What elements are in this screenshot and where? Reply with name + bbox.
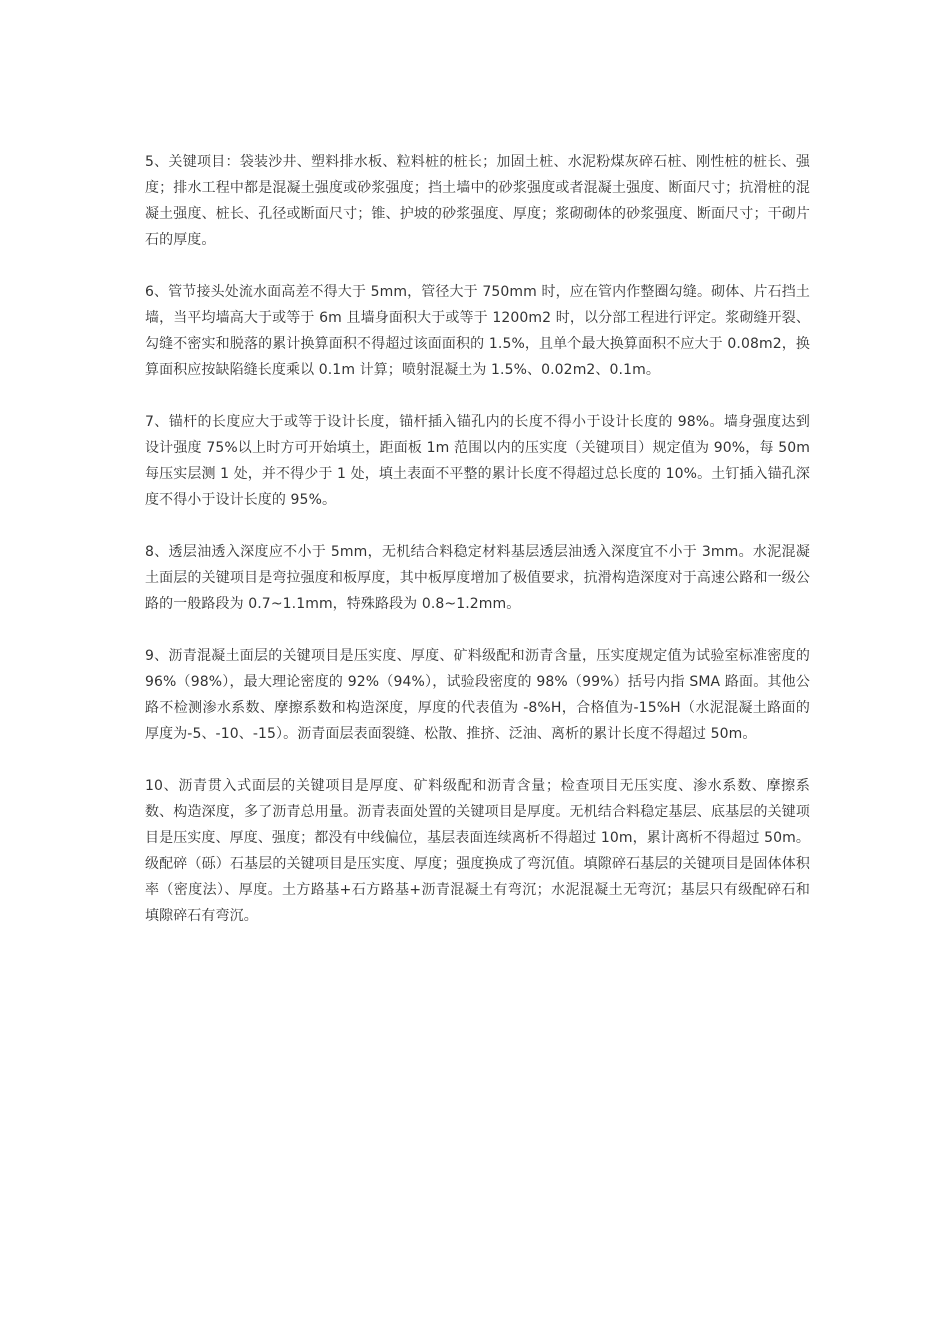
paragraph-9: 9、沥青混凝土面层的关键项目是压实度、厚度、矿料级配和沥青含量，压实度规定值为试验室标准密度的 96%（98%），最大理论密度的 92%（94%），试验段密度的 98%（99%）括号内指 SMA 路面。其他公路不检测渗水系数、摩擦系数和构造深度，厚度的代表值为 -8%H，合格值为-15%H（水泥混凝土路面的厚度为-5、-10、-15）。沥青面层表面裂缝、松散、推挤、泛油、离析的累计长度不得超过 50m。 (145, 648, 810, 742)
paragraph-5: 5、关键项目：袋装沙井、塑料排水板、粒料桩的桩长；加固土桩、水泥粉煤灰碎石桩、刚性桩的桩长、强度；排水工程中都是混凝土强度或砂浆强度；挡土墙中的砂浆强度或者混凝土强度、断面尺寸；抗滑桩的混凝土强度、桩长、孔径或断面尺寸；锥、护坡的砂浆强度、厚度；浆砌砌体的砂浆强度、断面尺寸；干砌片石的厚度。 (145, 154, 810, 248)
paragraph-7: 7、锚杆的长度应大于或等于设计长度，锚杆插入锚孔内的长度不得小于设计长度的 98%。墙身强度达到设计强度 75%以上时方可开始填土，距面板 1m 范围以内的压实度（关键项目）规定值为 90%，每 50m 每压实层测 1 处，并不得少于 1 处，填土表面不平整的累计长度不得超过总长度的 10%。土钉插入锚孔深度不得小于设计长度的 95%。 (145, 414, 810, 508)
document-body (145, 149, 810, 955)
paragraph-6: 6、管节接头处流水面高差不得大于 5mm，管径大于 750mm 时，应在管内作整圈勾缝。砌体、片石挡土墙，当平均墙高大于或等于 6m 且墙身面积大于或等于 1200m2 时，以分部工程进行评定。浆砌缝开裂、勾缝不密实和脱落的累计换算面积不得超过该面面积的 1.5%，且单个最大换算面积不应大于 0.08m2，换算面积应按缺陷缝长度乘以 0.1m 计算；喷射混凝土为 1.5%、0.02m2、0.1m。 (145, 284, 810, 378)
paragraph-10: 10、沥青贯入式面层的关键项目是厚度、矿料级配和沥青含量；检查项目无压实度、渗水系数、摩擦系数、构造深度，多了沥青总用量。沥青表面处置的关键项目是厚度。无机结合料稳定基层、底基层的关键项目是压实度、厚度、强度；都没有中线偏位，基层表面连续离析不得超过 10m，累计离析不得超过 50m。级配碎（砾）石基层的关键项目是压实度、厚度；强度换成了弯沉值。填隙碎石基层的关键项目是固体体积率（密度法）、厚度。土方路基+石方路基+沥青混凝土有弯沉；水泥混凝土无弯沉；基层只有级配碎石和填隙碎石有弯沉。 (145, 778, 810, 924)
paragraph-8: 8、透层油透入深度应不小于 5mm，无机结合料稳定材料基层透层油透入深度宜不小于 3mm。水泥混凝土面层的关键项目是弯拉强度和板厚度，其中板厚度增加了极值要求，抗滑构造深度对于高速公路和一级公路的一般路段为 0.7~1.1mm，特殊路段为 0.8~1.2mm。 (145, 544, 810, 612)
